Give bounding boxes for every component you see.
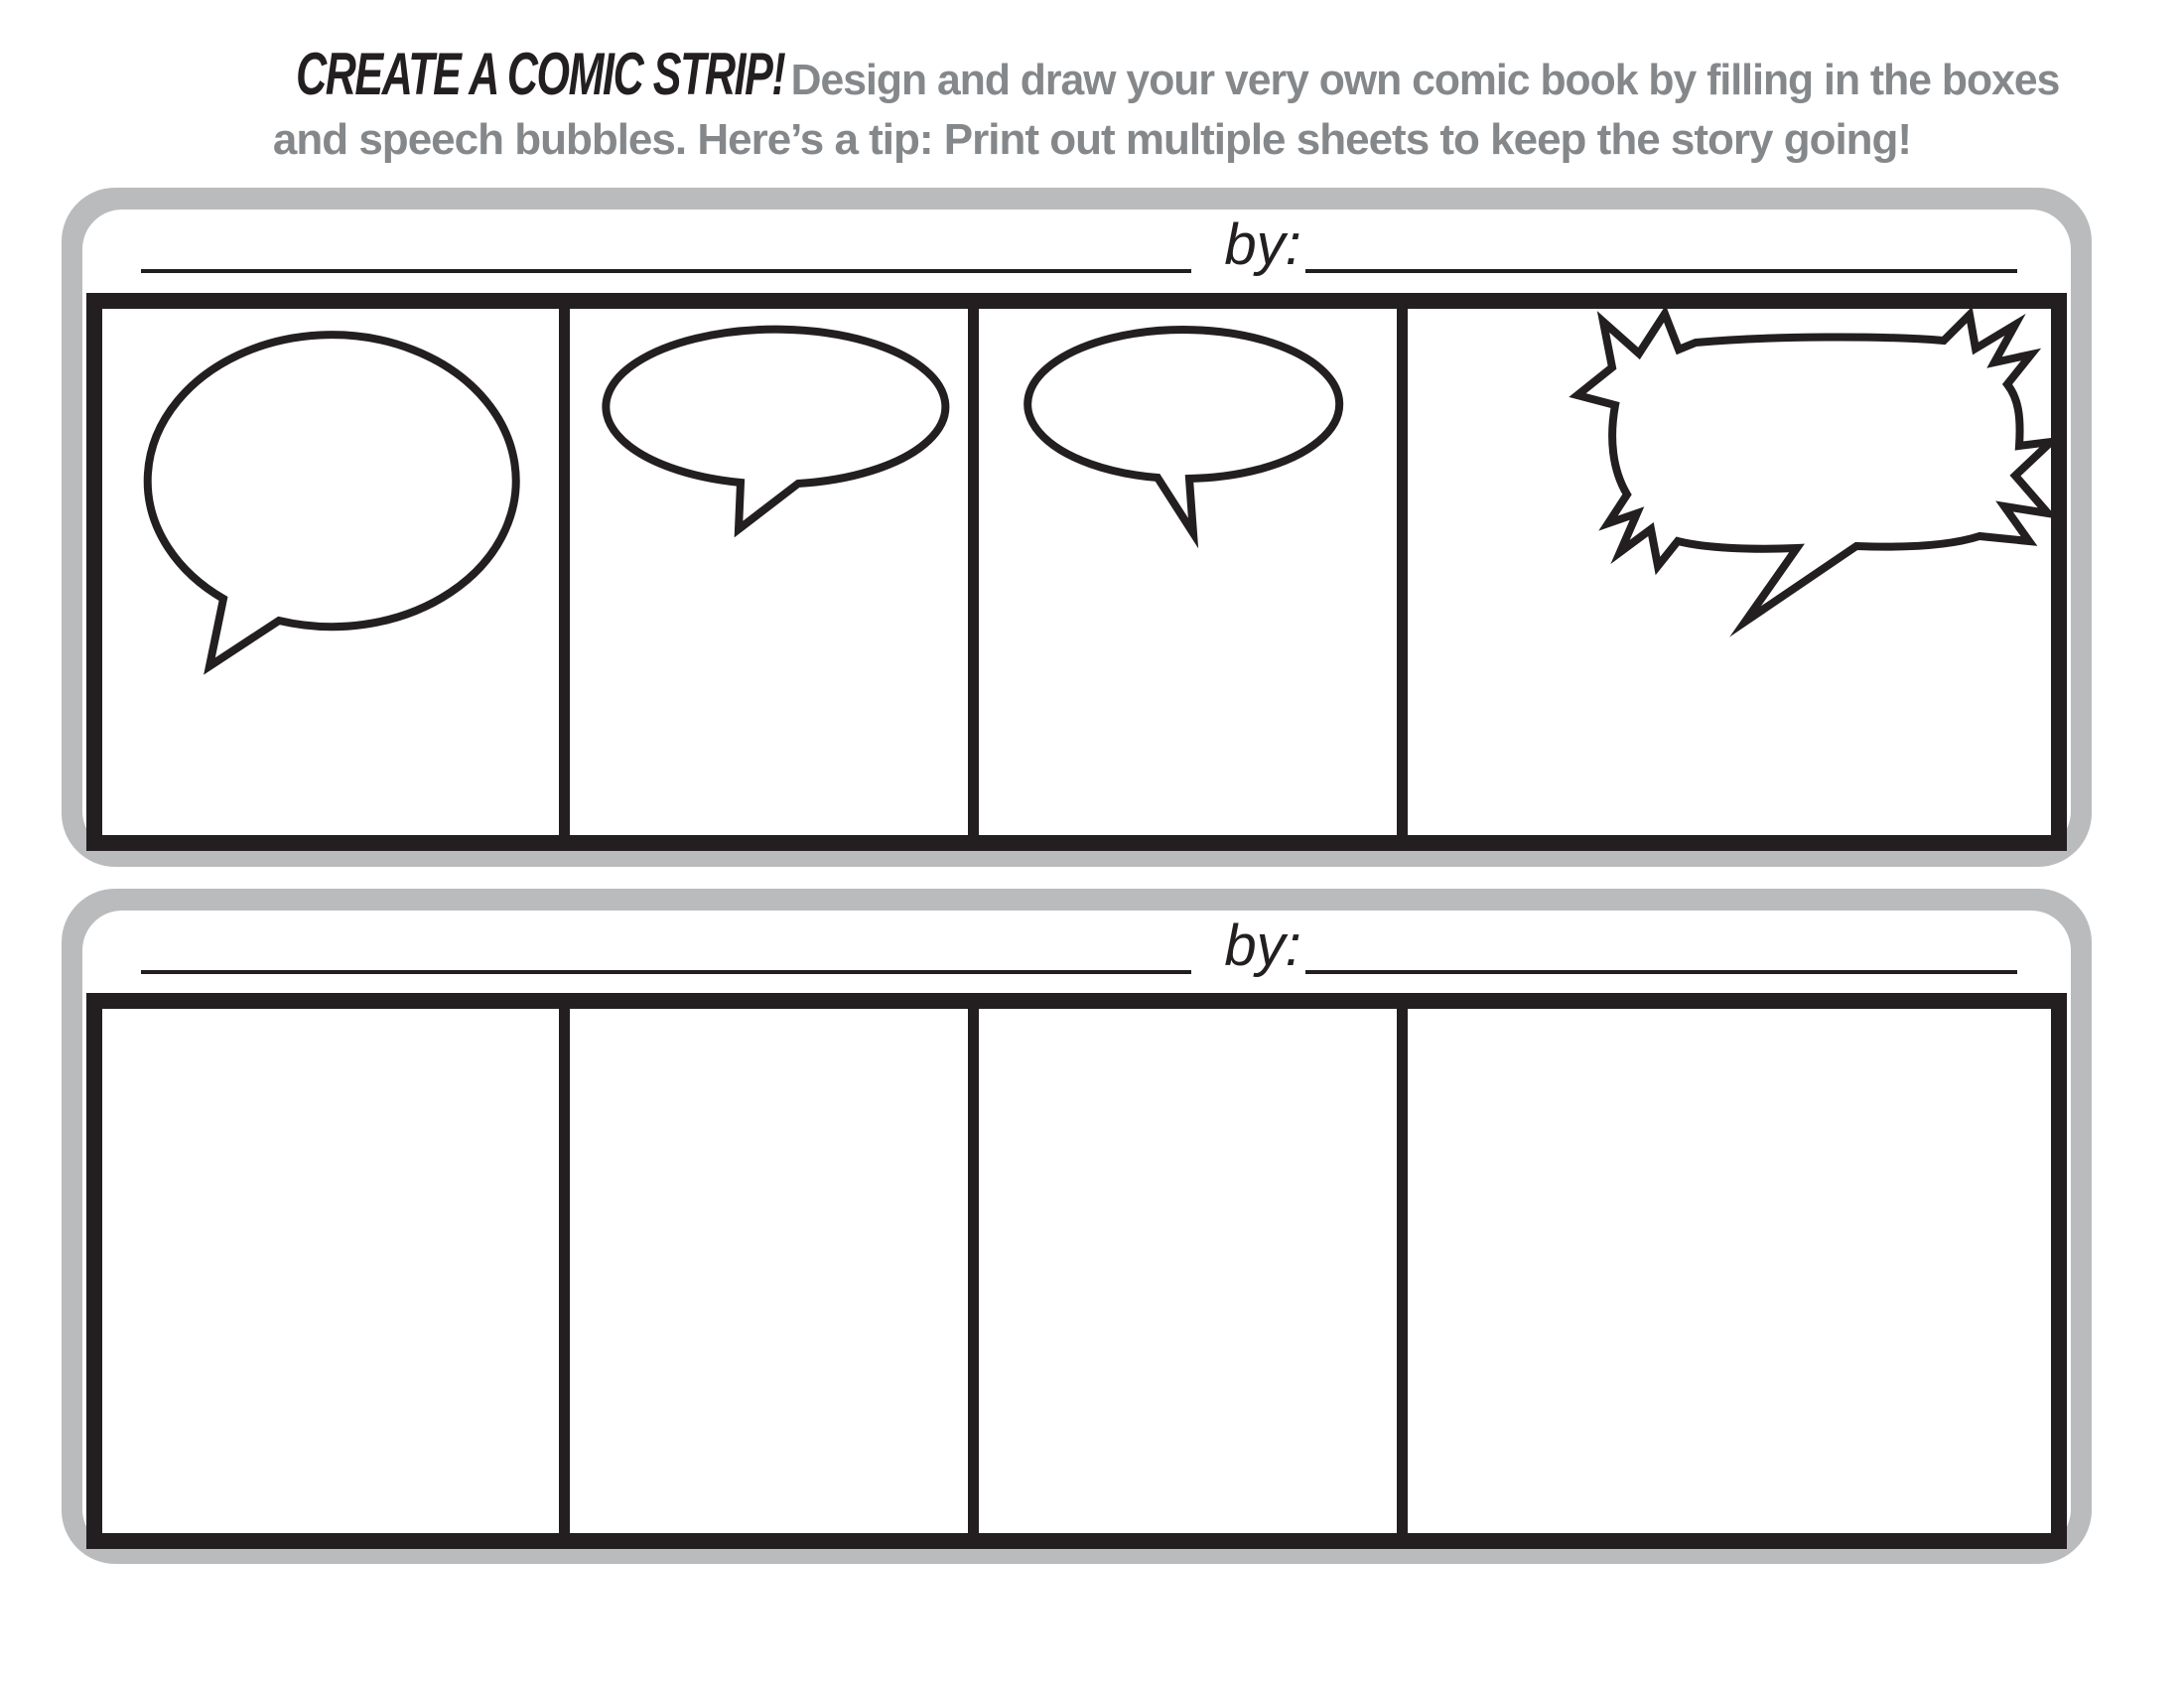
strip-2-panel-3[interactable] — [979, 1009, 1397, 1533]
subtitle-line-1: Design and draw your very own comic book by filling in the boxes — [790, 56, 2060, 104]
panel-divider — [559, 1009, 570, 1533]
strip-2-panel-1[interactable] — [102, 1009, 559, 1533]
worksheet-header — [0, 40, 2184, 170]
strip-1-title-blank-line[interactable] — [141, 269, 1191, 273]
panel-divider — [968, 309, 979, 835]
strip-2-panel-row — [86, 993, 2067, 1549]
panel-divider — [1397, 1009, 1408, 1533]
subtitle-line-2: and speech bubbles. Here’s a tip: Print out multiple sheets to keep the story going! — [272, 115, 1912, 164]
panel-divider — [1397, 309, 1408, 835]
oval-speech-bubble[interactable] — [102, 309, 559, 835]
strip-2-by-label: by: — [1224, 914, 1301, 978]
comic-strip-card-2 — [62, 889, 2092, 1564]
strip-2-panel-4[interactable] — [1408, 1009, 2051, 1533]
strip-1-by-label: by: — [1224, 212, 1301, 277]
comic-strip-card-1 — [62, 188, 2092, 867]
page-title: CREATE A COMIC STRIP! — [296, 41, 785, 107]
strip-1-panel-1[interactable] — [102, 309, 559, 835]
oval-speech-bubble[interactable] — [979, 309, 1397, 835]
strip-1-panel-row — [86, 293, 2067, 851]
strip-1-author-blank-line[interactable] — [1305, 269, 2017, 273]
strip-2-panel-2[interactable] — [570, 1009, 968, 1533]
panel-divider — [559, 309, 570, 835]
burst-shout-bubble[interactable] — [1408, 309, 2051, 835]
header-line-2 — [0, 110, 2184, 170]
panel-divider — [968, 1009, 979, 1533]
strip-1-panel-3[interactable] — [979, 309, 1397, 835]
strip-2-title-blank-line[interactable] — [141, 970, 1191, 974]
strip-2-author-blank-line[interactable] — [1305, 970, 2017, 974]
oval-speech-bubble[interactable] — [570, 309, 968, 835]
header-line-1 — [33, 40, 2151, 110]
strip-1-panel-4[interactable] — [1408, 309, 2051, 835]
strip-1-panel-2[interactable] — [570, 309, 968, 835]
